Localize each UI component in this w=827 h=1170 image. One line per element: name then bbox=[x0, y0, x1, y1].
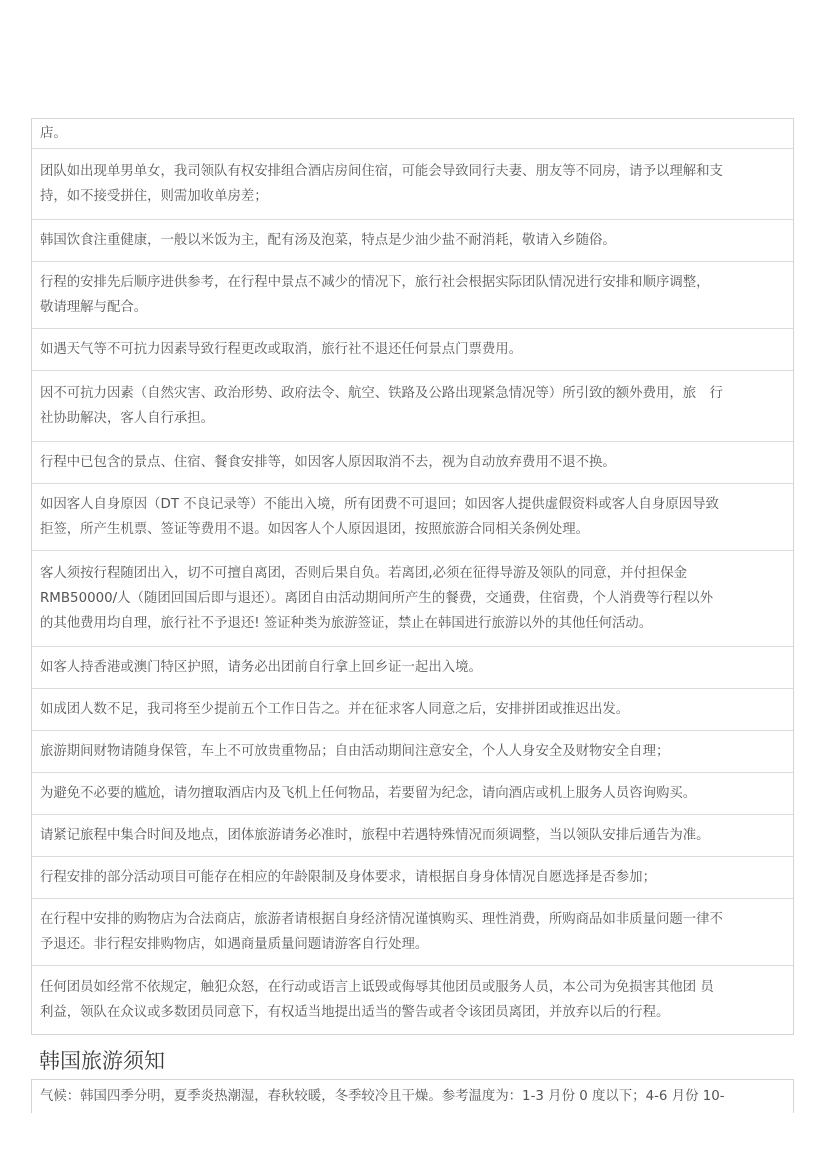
note-row bbox=[32, 219, 793, 261]
note-row bbox=[32, 148, 793, 219]
note-row bbox=[32, 328, 793, 370]
note-row bbox=[32, 441, 793, 483]
note-line: 社协助解决，客人自行承担。 bbox=[40, 411, 215, 426]
note-row bbox=[32, 856, 793, 898]
note-line: 旅游期间财物请随身保管，车上不可放贵重物品；自由活动期间注意安全，个人人身安全及财物安全自理； bbox=[40, 744, 670, 759]
climate-text: 气候：韩国四季分明，夏季炎热潮湿，春秋较暖，冬季较冷且干燥。参考温度为：1-3 月份 0 度以下；4-6 月份 10- bbox=[40, 1089, 725, 1104]
climate-info-box bbox=[31, 1079, 794, 1113]
note-line: 行程的安排先后顺序进供参考，在行程中景点不减少的情况下，旅行社会根据实际团队情况进行安排和顺序调整， bbox=[40, 275, 710, 290]
note-row bbox=[32, 261, 793, 328]
travel-notes-table bbox=[31, 118, 794, 1035]
note-row bbox=[32, 730, 793, 772]
section-title: 韩国旅游须知 bbox=[39, 1049, 165, 1073]
note-row bbox=[32, 965, 793, 1034]
note-line: 如客人持香港或澳门特区护照，请务必出团前自行拿上回乡证一起出入境。 bbox=[40, 660, 482, 675]
note-line: 在行程中安排的购物店为合法商店，旅游者请根据自身经济情况谨慎购买、理性消费，所购商品如非质量问题一律不 bbox=[40, 912, 723, 927]
note-line: 任何团员如经常不依规定，触犯众怒，在行动或语言上诋毁或侮辱其他团员或服务人员，本公司为免损害其他团 员 bbox=[40, 980, 714, 995]
note-line: 请紧记旅程中集合时间及地点，团体旅游请务必准时，旅程中若遇特殊情况而须调整，当以领队安排后通告为准。 bbox=[40, 828, 710, 843]
note-row bbox=[32, 119, 793, 148]
note-row bbox=[32, 814, 793, 856]
note-line: 店。 bbox=[40, 126, 67, 141]
note-line: 予退还。非行程安排购物店，如遇商量质量问题请游客自行处理。 bbox=[40, 937, 429, 952]
note-line: 拒签，所产生机票、签证等费用不退。如因客人个人原因退团，按照旅游合同相关条例处理。 bbox=[40, 522, 590, 537]
note-line: 团队如出现单男单女，我司领队有权安排组合酒店房间住宿，可能会导致同行夫妻、朋友等不同房，请予以理解和支 bbox=[40, 164, 723, 179]
note-row bbox=[32, 646, 793, 688]
note-line: 因不可抗力因素（自然灾害、政治形势、政府法令、航空、铁路及公路出现紧急情况等）所引致的额外费用，旅 行 bbox=[40, 386, 723, 401]
note-line: 如成团人数不足，我司将至少提前五个工作日告之。并在征求客人同意之后，安排拼团或推迟出发。 bbox=[40, 702, 630, 717]
note-line: 的其他费用均自理，旅行社不予退还! 签证种类为旅游签证，禁止在韩国进行旅游以外的其他任何活动。 bbox=[40, 616, 653, 631]
note-line: 敬请理解与配合。 bbox=[40, 300, 148, 315]
note-line: 行程中已包含的景点、住宿、餐食安排等，如因客人原因取消不去，视为自动放弃费用不退不换。 bbox=[40, 455, 616, 470]
note-row bbox=[32, 370, 793, 441]
note-row bbox=[32, 688, 793, 730]
note-row bbox=[32, 550, 793, 646]
note-line: 客人须按行程随团出入，切不可擅自离团，否则后果自负。若离团,必须在征得导游及领队的同意，并付担保金 bbox=[40, 566, 688, 581]
note-row bbox=[32, 483, 793, 550]
note-line: 行程安排的部分活动项目可能存在相应的年龄限制及身体要求，请根据自身身体情况自愿选择是否参加； bbox=[40, 870, 656, 885]
note-line: RMB50000/人（随团回国后即与退还）。离团自由活动期间所产生的餐费，交通费，住宿费，个人消费等行程以外 bbox=[40, 591, 714, 606]
note-line: 持，如不接受拼住，则需加收单房差； bbox=[40, 189, 268, 204]
note-row bbox=[32, 772, 793, 814]
note-line: 韩国饮食注重健康，一般以米饭为主，配有汤及泡菜，特点是少油少盐不耐消耗，敬请入乡随俗。 bbox=[40, 233, 616, 248]
note-line: 为避免不必要的尴尬，请勿擅取酒店内及飞机上任何物品，若要留为纪念，请向酒店或机上服务人员咨询购买。 bbox=[40, 786, 697, 801]
note-line: 如遇天气等不可抗力因素导致行程更改或取消，旅行社不退还任何景点门票费用。 bbox=[40, 342, 523, 357]
note-row bbox=[32, 898, 793, 965]
note-line: 如因客人自身原因（DT 不良记录等）不能出入境，所有团费不可退回；如因客人提供虚假资料或客人自身原因导致 bbox=[40, 497, 719, 512]
note-line: 利益，领队在众议或多数团员同意下，有权适当地提出适当的警告或者令该团员离团，并放弃以后的行程。 bbox=[40, 1005, 670, 1020]
